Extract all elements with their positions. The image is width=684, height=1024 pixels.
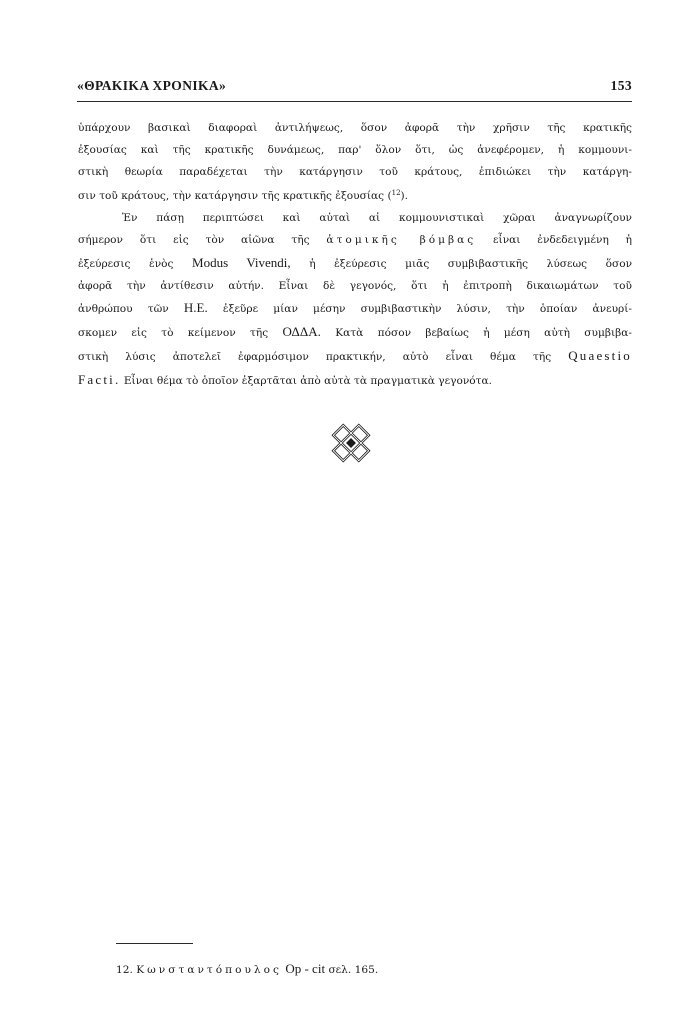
page-number: 153 (610, 78, 632, 93)
text-segment: ἐξεῦρε μίαν μέσην συμβιβαστικὴν λύσιν, τὴν ὁποίαν ἀνευρί- (207, 303, 633, 316)
text-line: ἐξουσίας καὶ τῆς κρατικῆς δυνάμεως, παρ' ὅλον ὅτι, ὡς ἀνεφέρομεν, ἡ κομμουνι- (78, 143, 632, 156)
text-line: ὑπάρχουν βασικαὶ διαφοραὶ ἀντιλήψεως, ὅσον ἀφορᾶ τὴν χρῆσιν τῆς κρατικῆς (78, 122, 632, 134)
latin-phrase: Quaestio (568, 347, 632, 363)
text-line (78, 252, 632, 276)
text-segment: σιν τοῦ κράτους, τὴν κατάργησιν τῆς κρατικῆς ἐξουσίας ( (78, 190, 392, 203)
footnote-page-ref: σελ. 165. (328, 964, 379, 976)
footnote-reference: 12 (391, 189, 401, 198)
text-line: ἀφορᾶ τὴν ἀντίθεσιν αὐτήν. Εἶναι δὲ γεγονός, ὅτι ἡ ἐπιτροπὴ δικαιωμάτων τοῦ (78, 279, 632, 292)
text-line (78, 230, 632, 252)
text-segment: Κατὰ πόσον βεβαίως ἡ μέση αὐτὴ συμβιβα- (320, 327, 632, 340)
latin-phrase: Modus Vivendi, (192, 254, 291, 270)
text-line (78, 183, 632, 208)
footnote-citation: Op - cit (285, 961, 326, 976)
text-segment: στικὴ λύσις ἀποτελεῖ ἐφαρμόσιμον πρακτικήν, αὐτὸ εἶναι θέμα τῆς (78, 350, 569, 363)
abbreviation: ΟΔΔΑ. (282, 324, 321, 340)
footnote-number: 12. (116, 964, 133, 976)
footnote-author: Κωνσταντόπουλος (136, 964, 282, 976)
text-segment: σκομεν εἰς τὸ κείμενον τῆς (78, 327, 283, 340)
running-head (77, 78, 632, 98)
latin-phrase: Facti. (78, 371, 121, 387)
text-segment: Εἶναι θέμα τὸ ὁποῖον ἐξαρτᾶται ἀπὸ αὐτὰ τὰ πραγματικὰ γεγονότα. (120, 374, 493, 387)
interlaced-cross-ornament-icon (331, 423, 371, 463)
text-segment: ἐξεύρεσις ἑνὸς (78, 257, 193, 270)
footnote (116, 961, 378, 977)
journal-title: «ΘΡΑΚΙΚΑ ΧΡΟΝΙΚΑ» (77, 78, 227, 93)
footnote-rule (116, 943, 193, 944)
text-line (78, 345, 632, 369)
main-text (78, 118, 632, 393)
text-line: στικὴ θεωρία παραδέχεται τὴν κατάργησιν τοῦ κράτους, ἐπιδιώκει τὴν κατάργη- (78, 165, 632, 178)
text-segment: ἡ ἐξεύρεσις μιᾶς συμβιβαστικῆς λύσεως ὅσον (290, 257, 633, 270)
text-segment: σήμερον ὅτι εἰς τὸν αἰῶνα τῆς (78, 233, 327, 246)
paragraph-first-line: Ἐν πάσῃ περιπτώσει καὶ αὐταὶ αἱ κομμουνιστικαὶ χῶραι ἀναγνωρίζουν (122, 212, 632, 225)
text-segment: ἀνθρώπου τῶν (78, 303, 184, 316)
text-line (78, 369, 632, 393)
text-line (78, 321, 632, 345)
spaced-emphasis: ἀτομικῆς βόμβας (326, 233, 477, 246)
text-line (78, 297, 632, 321)
text-segment: εἶναι ἐνδεδειγμένη ἡ (476, 233, 632, 246)
header-rule (77, 101, 632, 102)
text-segment: ). (400, 190, 409, 203)
abbreviation: Η.Ε. (183, 300, 208, 316)
